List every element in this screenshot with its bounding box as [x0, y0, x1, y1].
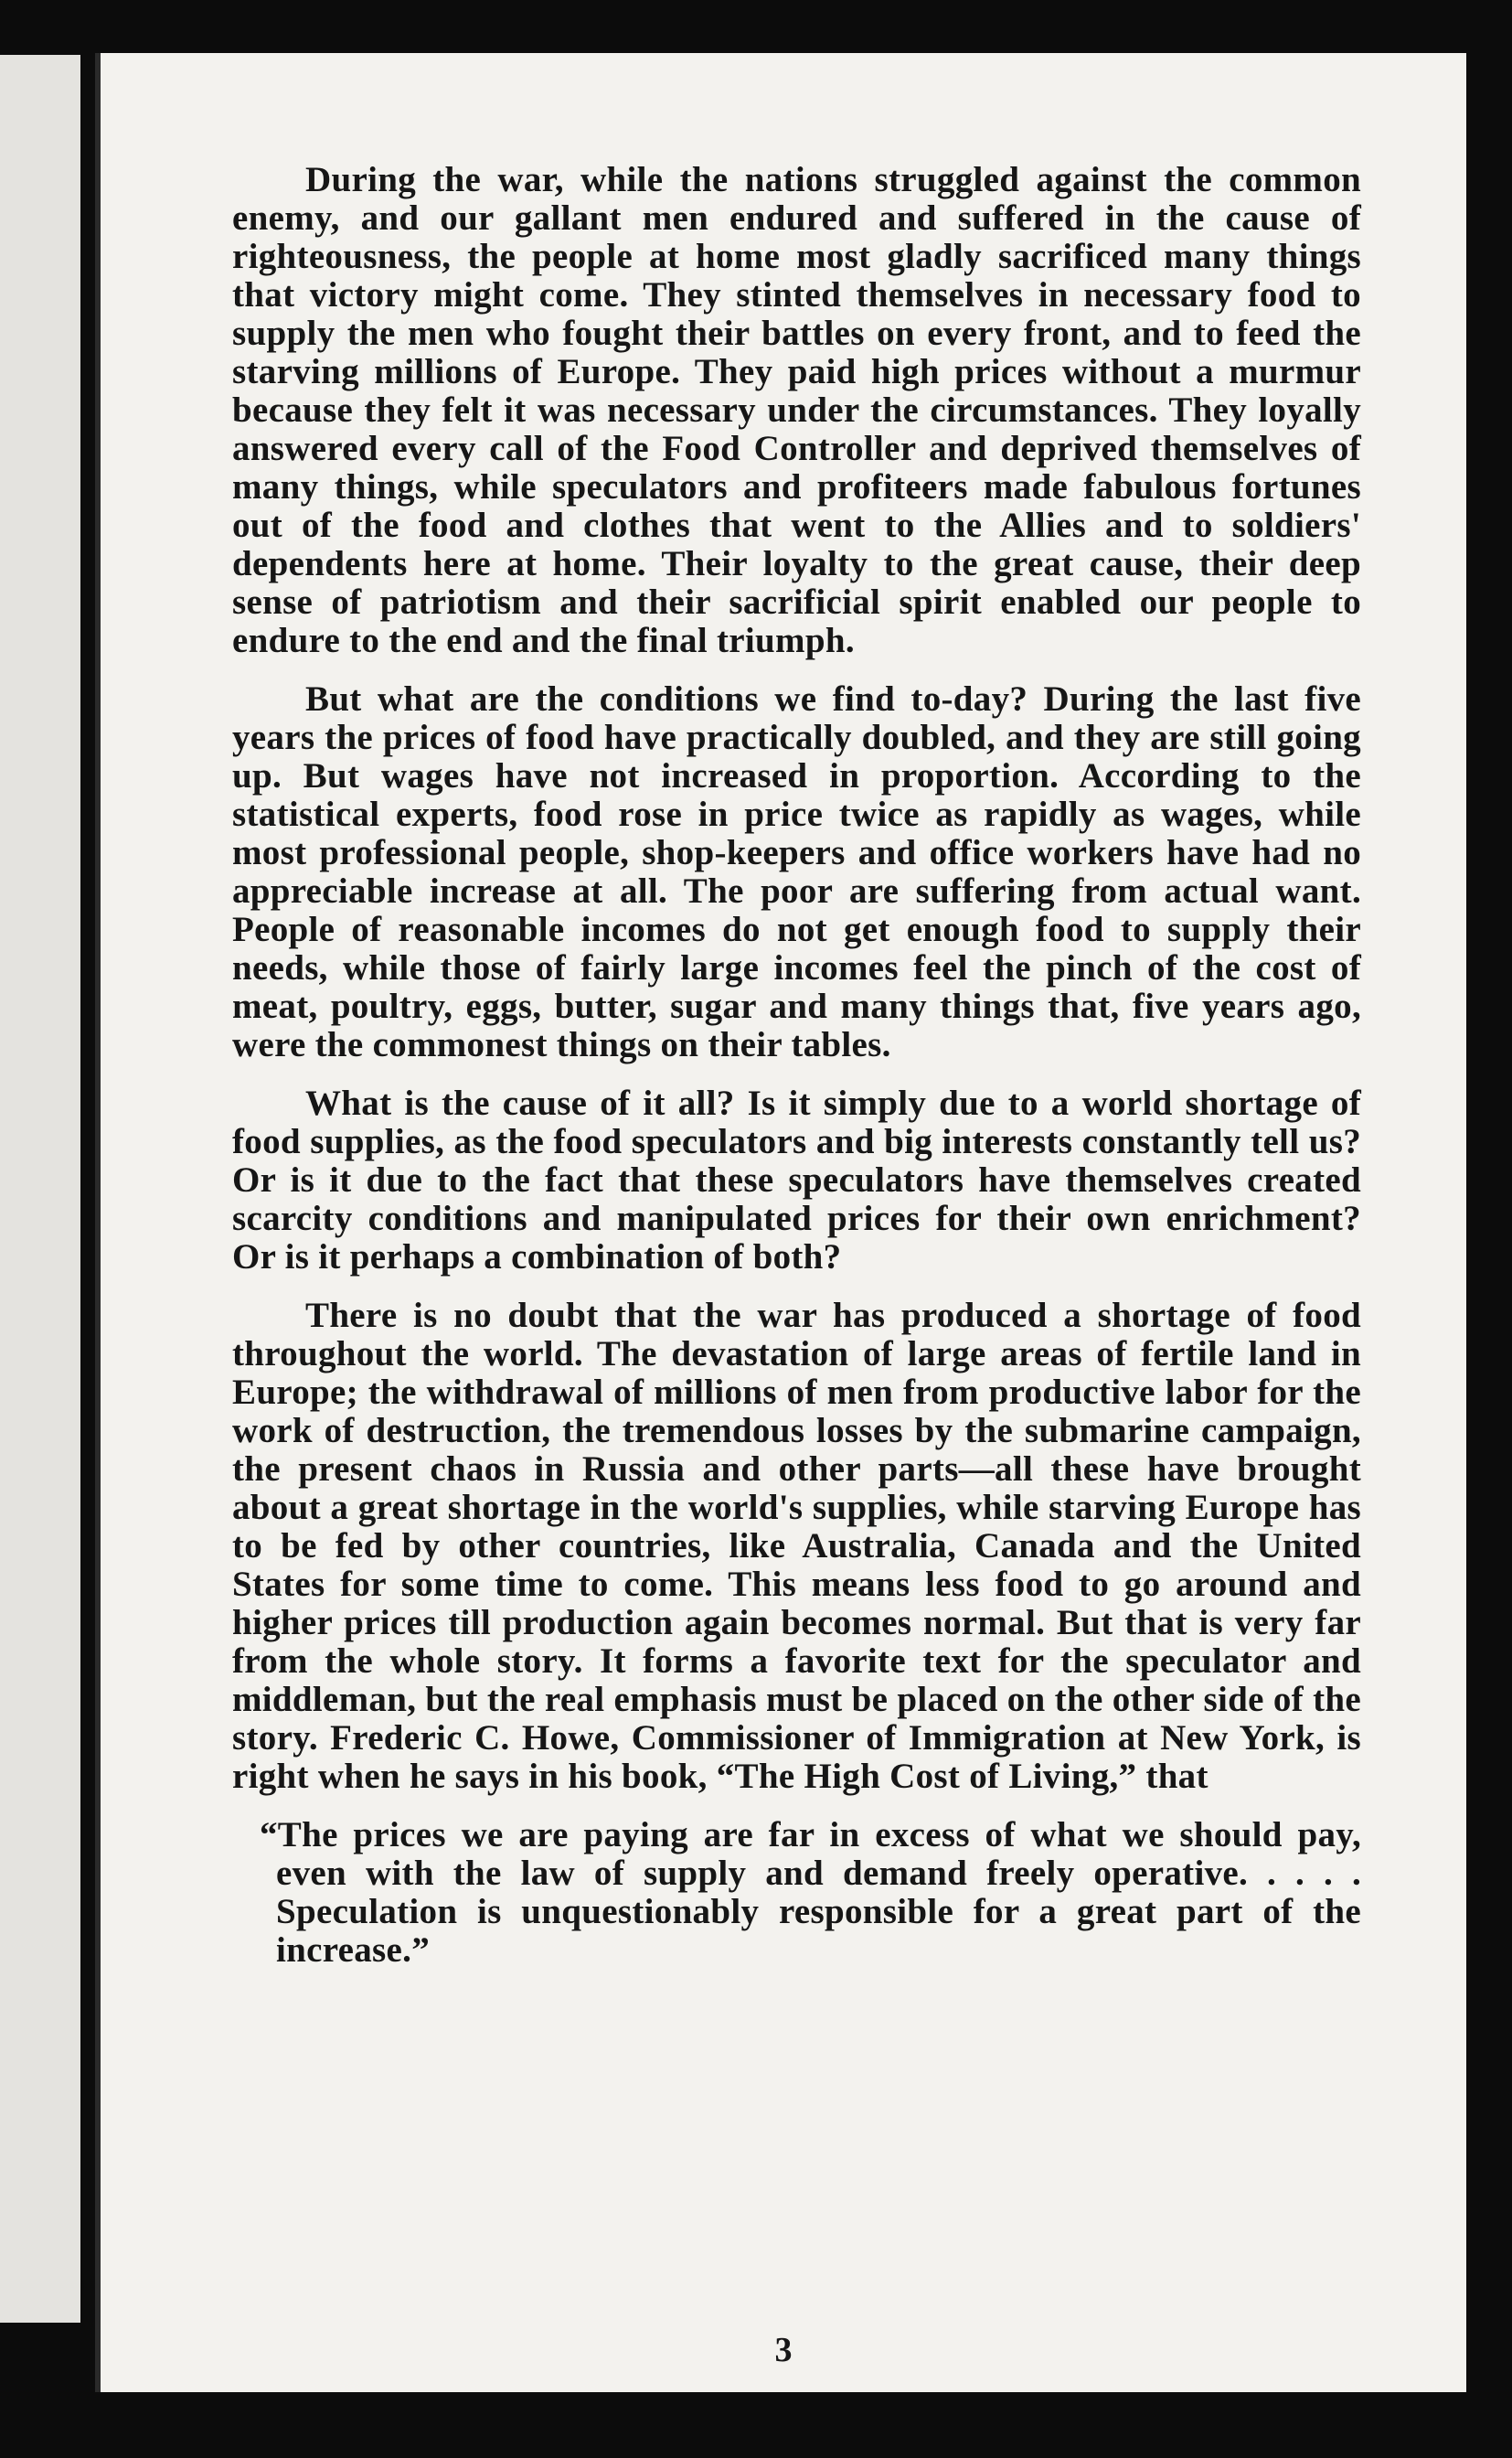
paragraph-4: There is no doubt that the war has produced a shortage of food throughout the world. The devastation of large areas of fertile land in Europe; the withdrawal of millions of men from productive labor for the work of destruction, the tremendous losses by the submarine campaign, the present chaos in Russia and other parts—all these have brought about a great shortage in the world's supplies, while starving Europe has to be fed by other countries, like Australia, Canada and the United States for some time to come. This means less food to go around and higher prices till production again becomes normal. But that is very far from the whole story. It forms a favorite text for the speculator and middleman, but the real emphasis must be placed on the other side of the story. Frederic C. Howe, Commissioner of Immigration at New York, is right when he says in his book, “The High Cost of Living,” that — [232, 1296, 1361, 1796]
body-text — [232, 161, 1361, 1986]
paragraph-2: But what are the conditions we find to-day? During the last five years the prices of food have practically doubled, and they are still going up. But wages have not increased in proportion. According to the statistical experts, food rose in price twice as rapidly as wages, while most professional people, shop-keepers and office workers have had no appreciable increase at all. The poor are suffering from actual want. People of reasonable incomes do not get enough food to supply their needs, while those of fairly large incomes feel the pinch of the cost of meat, poultry, eggs, butter, sugar and many things that, five years ago, were the commonest things on their tables. — [232, 679, 1361, 1064]
paragraph-3: What is the cause of it all? Is it simply due to a world shortage of food supplies, as the food speculators and big interests constantly tell us? Or is it due to the fact that these speculators have themselves created scarcity conditions and manipulated prices for their own enrichment? Or is it perhaps a combination of both? — [232, 1084, 1361, 1277]
previous-page-edge — [0, 55, 80, 2323]
paragraph-1: During the war, while the nations struggled against the common enemy, and our gallant men endured and suffered in the cause of righteousness, the people at home most gladly sacrificed many things that victory might come. They stinted themselves in necessary food to supply the men who fought their battles on every front, and to feed the starving millions of Europe. They paid high prices without a murmur because they felt it was necessary under the circumstances. They loyally answered every call of the Food Controller and deprived themselves of many things, while speculators and profiteers made fabulous fortunes out of the food and clothes that went to the Allies and to soldiers' dependents here at home. Their loyalty to the great cause, their deep sense of patriotism and their sacrificial spirit enabled our people to endure to the end and the final triumph. — [232, 160, 1361, 660]
book-page — [95, 53, 1466, 2392]
page-number: 3 — [774, 2331, 793, 2369]
block-quote: “The prices we are paying are far in excess of what we should pay, even with the law of supply and demand freely operative. . . . . Speculation is unquestionably responsible for a great part of the increase.” — [260, 1815, 1361, 1970]
